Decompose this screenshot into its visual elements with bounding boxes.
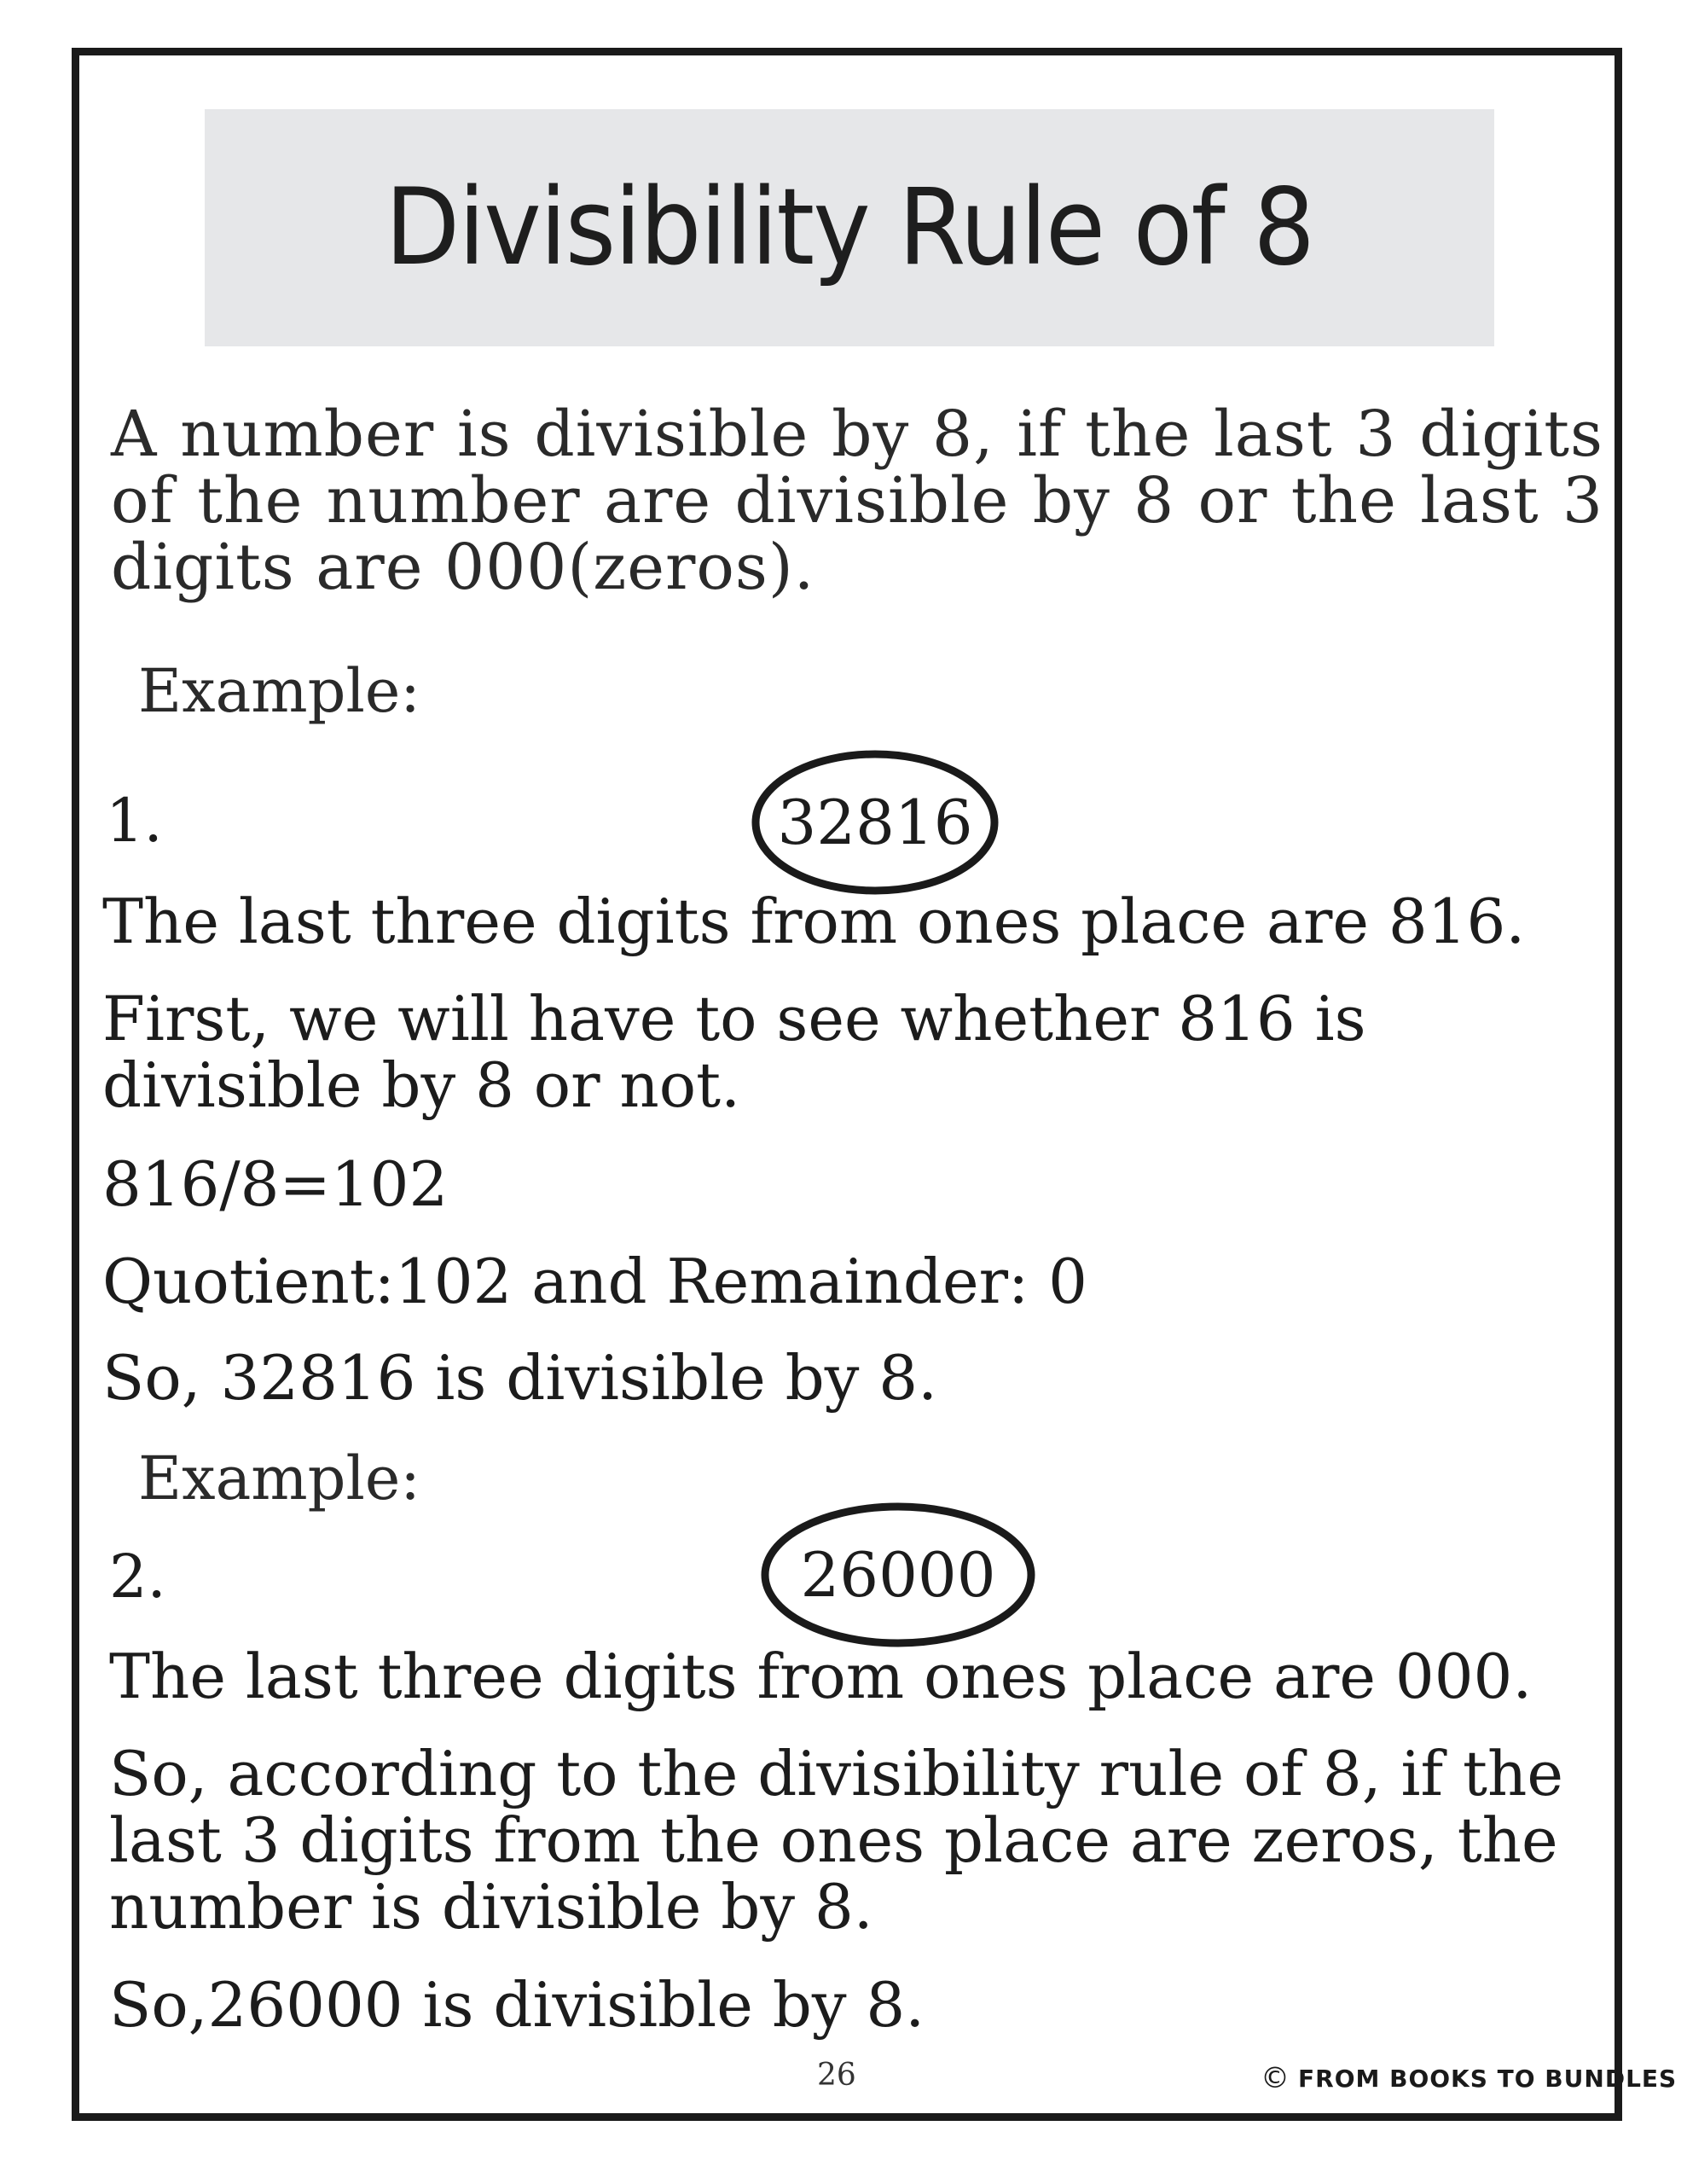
example-1-step-2: First, we will have to see whether 816 is divisible by 8 or not. [102,983,1366,1121]
page-title: Divisibility Rule of 8 [385,166,1314,289]
footer-brand [1261,2061,1677,2095]
example-1-division: 816/8=102 [102,1148,449,1220]
example-2-conclusion: So,26000 is divisible by 8. [109,1969,925,2041]
example-2-label: Example: [138,1443,420,1513]
example-1-circled-number [749,747,1001,897]
rule-description: A number is divisible by 8, if the last 3 digits of the number are divisible by 8 or the last 3 digits are 000(zeros). [111,398,1603,604]
example-1-conclusion: So, 32816 is divisible by 8. [102,1342,937,1414]
copyright-icon: © [1261,2061,1290,2095]
example-2-number-label: 2. [109,1542,166,1612]
example-1-number-label: 1. [106,786,163,856]
example-1-label: Example: [138,656,420,726]
example-1-step-1: The last three digits from ones place are 816. [102,886,1526,957]
example-2-circled-number [757,1500,1039,1650]
brand-name: FROM BOOKS TO BUNDLES [1298,2064,1678,2093]
example-2-step-1: The last three digits from ones place are 000. [109,1641,1533,1712]
page-number: 26 [817,2058,856,2093]
example-1-quotient: Quotient:102 and Remainder: 0 [102,1246,1087,1317]
example-1-number: 32816 [777,787,973,858]
example-2-number: 26000 [800,1539,996,1611]
title-banner [205,109,1494,346]
example-2-step-2: So, according to the divisibility rule of 8, if the last 3 digits from the ones place are zeros, the number is divisible by 8. [109,1738,1563,1943]
